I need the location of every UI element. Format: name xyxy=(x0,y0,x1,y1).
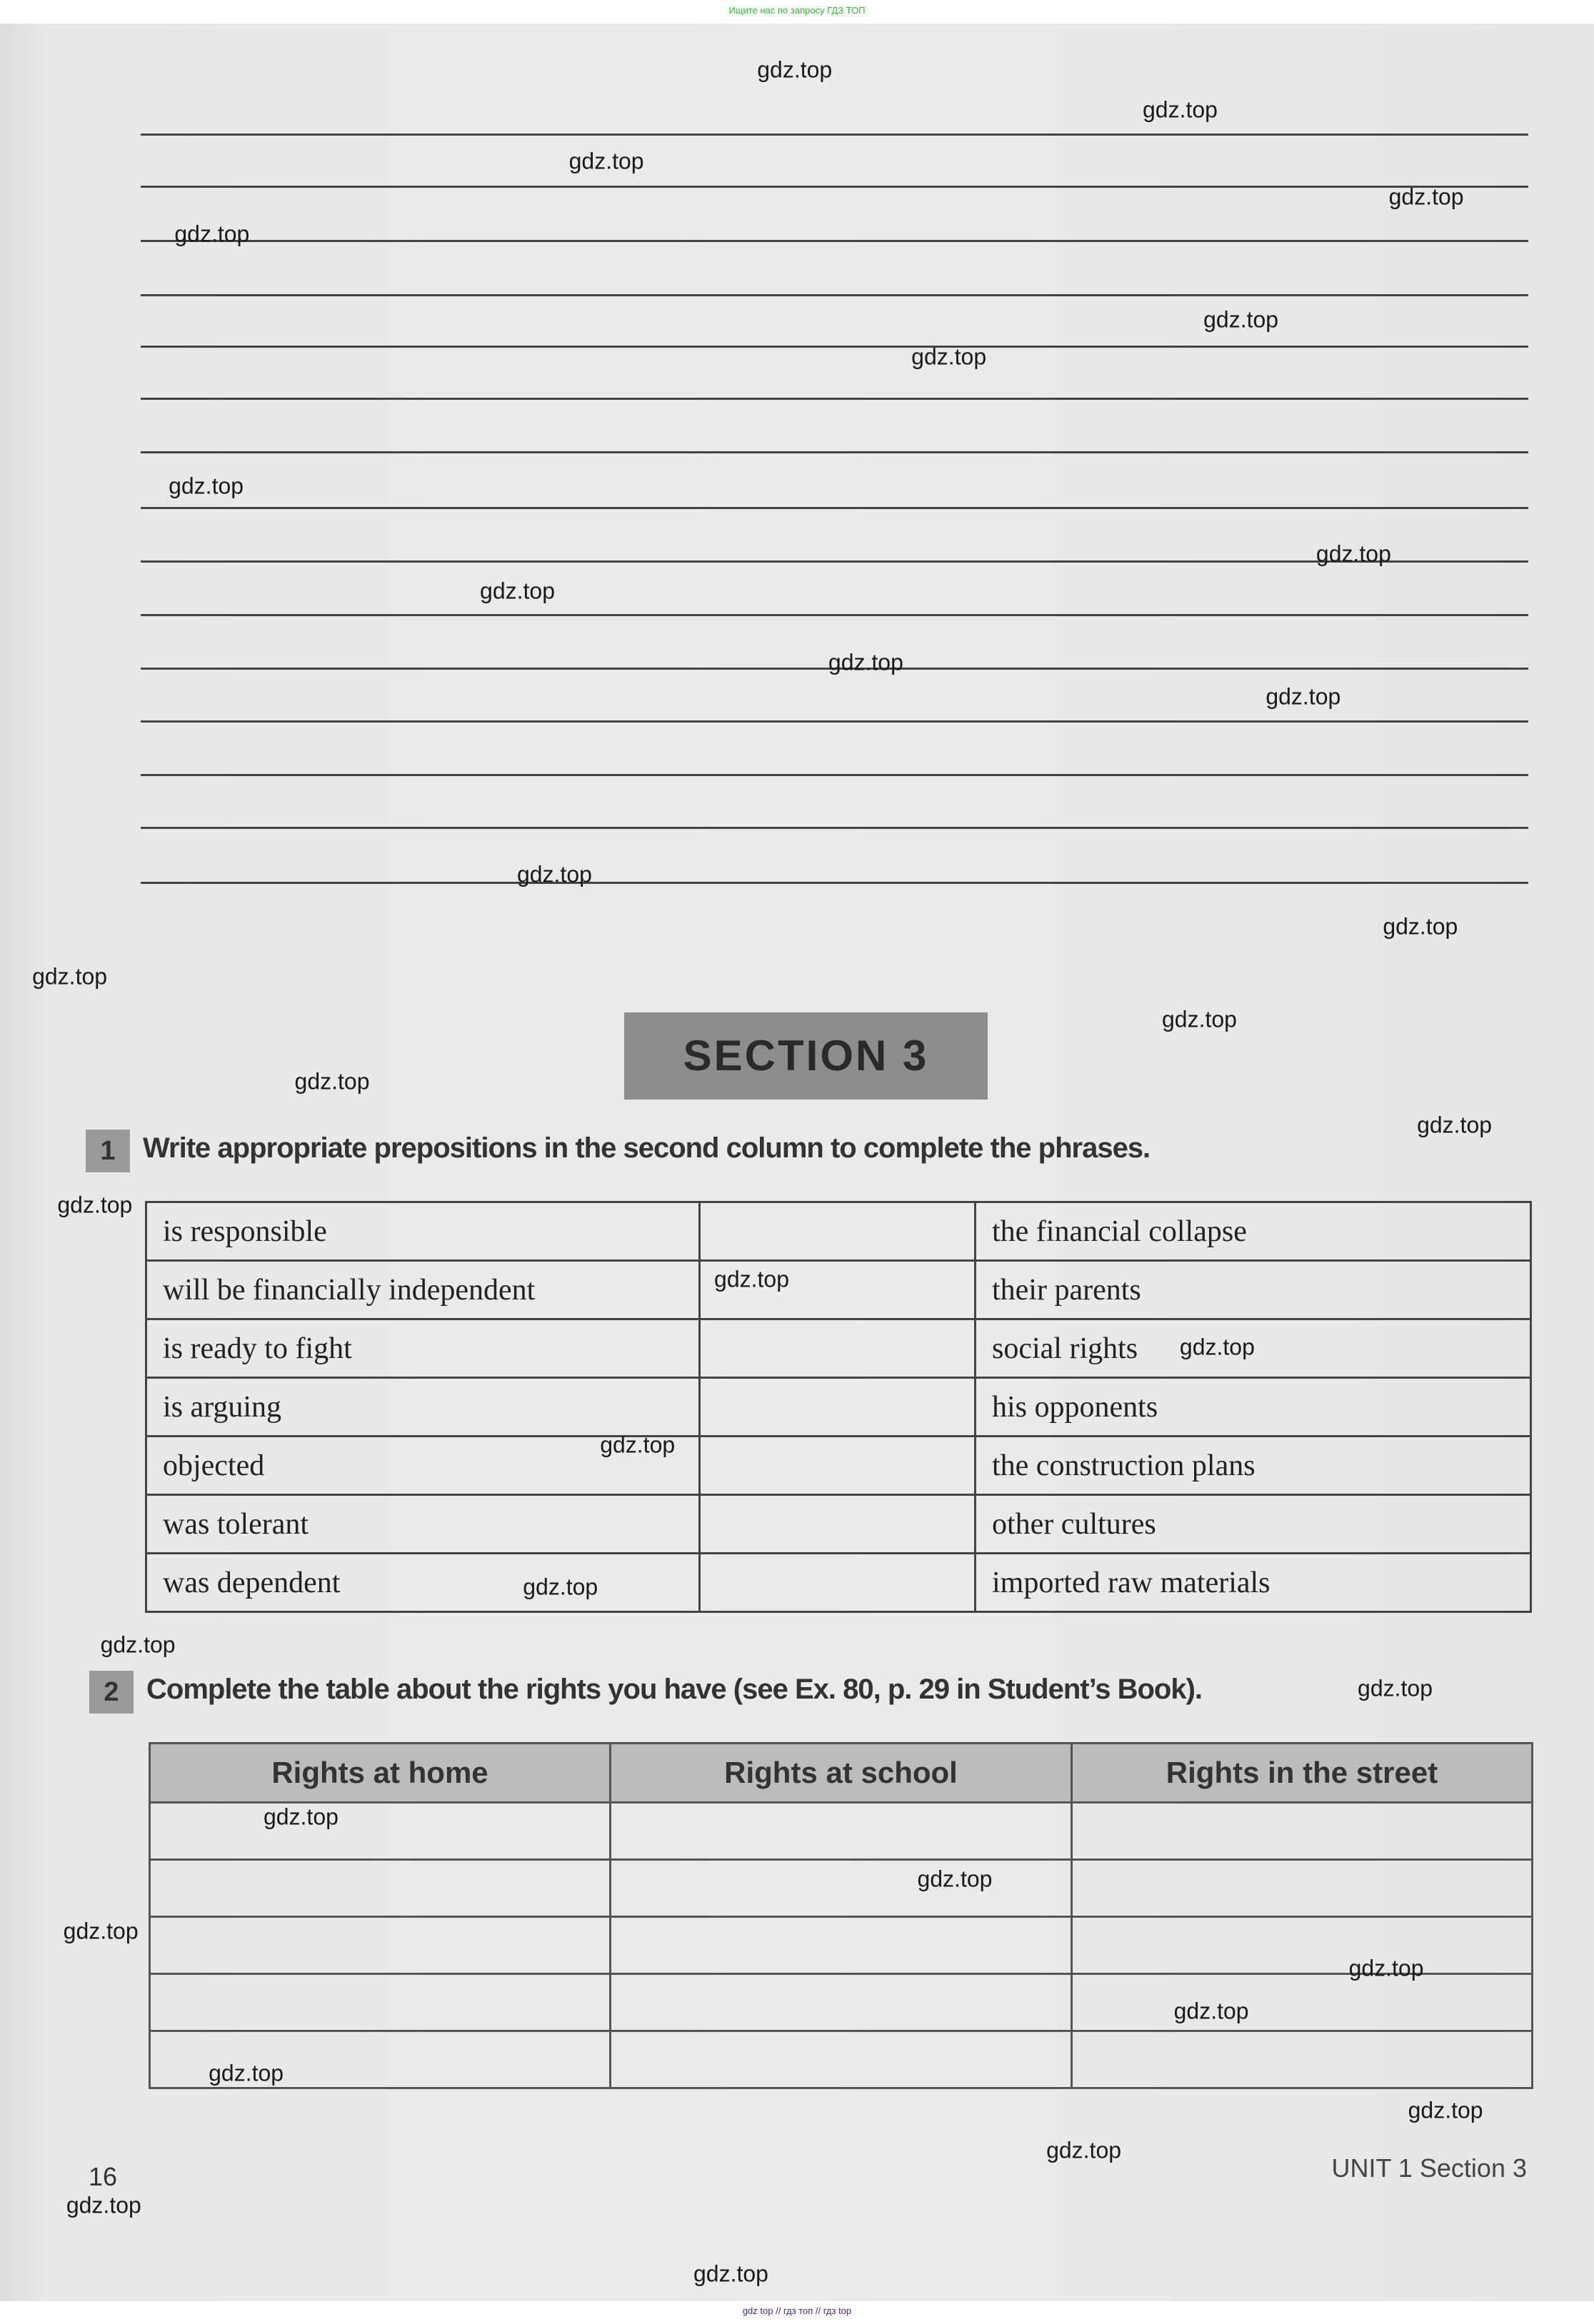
writing-line[interactable] xyxy=(141,720,1528,723)
table-row xyxy=(150,1974,1533,2031)
answer-cell[interactable] xyxy=(611,1803,1072,1860)
watermark: gdz.top xyxy=(174,221,250,247)
table-row xyxy=(146,1554,1531,1612)
prepositions-table xyxy=(145,1201,1532,1613)
preposition-answer-cell[interactable] xyxy=(700,1495,976,1554)
phrase-end: his opponents xyxy=(976,1378,1531,1437)
table-row xyxy=(146,1437,1531,1495)
watermark: gdz.top xyxy=(1348,1955,1424,1981)
phrase-end: imported raw materials xyxy=(976,1554,1531,1612)
watermark: gdz.top xyxy=(828,649,903,675)
preposition-answer-cell[interactable] xyxy=(700,1319,976,1378)
rights-table xyxy=(149,1742,1533,2089)
top-banner: Ищите нас по запросу ГДЗ ТОП xyxy=(0,0,1594,24)
table-row xyxy=(150,1860,1533,1917)
phrase-end: social rights xyxy=(976,1319,1531,1378)
phrase-end: other cultures xyxy=(976,1495,1531,1554)
phrase-start: is ready to fight xyxy=(146,1319,700,1378)
table-row xyxy=(150,2031,1533,2088)
phrase-start: was tolerant xyxy=(146,1495,700,1554)
watermark: gdz.top xyxy=(714,1266,790,1292)
section-title: SECTION 3 xyxy=(624,1012,988,1100)
watermark: gdz.top xyxy=(1161,1006,1237,1032)
phrase-start: is responsible xyxy=(146,1202,700,1261)
phrase-start: objected xyxy=(146,1437,700,1495)
watermark: gdz.top xyxy=(600,1432,676,1458)
watermark: gdz.top xyxy=(1143,96,1218,123)
watermark: gdz.top xyxy=(1173,1998,1249,2024)
exercise-2-instruction: Complete the table about the rights you have (see Ex. 80, p. 29 in Student’s Book). xyxy=(146,1674,1203,1705)
answer-cell[interactable] xyxy=(150,1803,611,1860)
answer-cell[interactable] xyxy=(1072,1860,1533,1917)
writing-line[interactable] xyxy=(141,882,1528,884)
table-row xyxy=(150,1917,1533,1974)
watermark: gdz.top xyxy=(1203,306,1279,333)
table-row xyxy=(146,1378,1531,1437)
writing-line[interactable] xyxy=(141,346,1528,348)
writing-line[interactable] xyxy=(141,451,1528,453)
watermark: gdz.top xyxy=(1265,683,1341,710)
table-row xyxy=(146,1261,1531,1319)
writing-line[interactable] xyxy=(141,134,1528,136)
watermark: gdz.top xyxy=(480,578,555,604)
unit-label: UNIT 1 Section 3 xyxy=(1331,2153,1527,2183)
header-rights-at-school: Rights at school xyxy=(611,1744,1072,1803)
phrase-end: the financial collapse xyxy=(976,1202,1531,1261)
writing-line[interactable] xyxy=(141,774,1528,776)
writing-line[interactable] xyxy=(141,186,1528,188)
watermark: gdz.top xyxy=(917,1866,993,1892)
exercise-2-number: 2 xyxy=(89,1671,134,1714)
answer-cell[interactable] xyxy=(611,1974,1072,2031)
watermark: gdz.top xyxy=(911,343,987,370)
watermark: gdz.top xyxy=(1315,540,1391,567)
watermark: gdz.top xyxy=(294,1068,370,1095)
bottom-banner: gdz top // гдз топ // гдз top xyxy=(0,2301,1594,2324)
phrase-end: their parents xyxy=(976,1261,1531,1319)
phrase-start: will be financially independent xyxy=(146,1261,700,1319)
watermark: gdz.top xyxy=(516,861,592,887)
writing-line[interactable] xyxy=(141,240,1528,242)
watermark: gdz.top xyxy=(63,1918,139,1944)
watermark: gdz.top xyxy=(1046,2137,1122,2163)
preposition-answer-cell[interactable] xyxy=(700,1202,976,1261)
answer-cell[interactable] xyxy=(611,2031,1072,2088)
watermark: gdz.top xyxy=(1358,1675,1433,1701)
table-row xyxy=(150,1803,1533,1860)
answer-cell[interactable] xyxy=(150,1917,611,1974)
watermark: gdz.top xyxy=(568,148,644,174)
phrase-start: was dependent xyxy=(146,1554,700,1612)
phrase-start: is arguing xyxy=(146,1378,700,1437)
answer-cell[interactable] xyxy=(150,1860,611,1917)
answer-cell[interactable] xyxy=(1072,1917,1533,1974)
preposition-answer-cell[interactable] xyxy=(700,1437,976,1495)
watermark: gdz.top xyxy=(263,1804,339,1830)
watermark: gdz.top xyxy=(693,2260,768,2287)
watermark: gdz.top xyxy=(66,2192,141,2218)
table-row xyxy=(146,1495,1531,1554)
answer-cell[interactable] xyxy=(1072,1974,1533,2031)
watermark: gdz.top xyxy=(100,1631,176,1658)
page-number: 16 xyxy=(89,2162,118,2191)
watermark: gdz.top xyxy=(757,56,833,83)
exercise-1-instruction: Write appropriate prepositions in the second column to complete the phrases. xyxy=(143,1132,1151,1164)
answer-cell[interactable] xyxy=(150,1974,611,2031)
watermark: gdz.top xyxy=(169,473,244,499)
header-rights-in-the-street: Rights in the street xyxy=(1072,1744,1533,1803)
watermark: gdz.top xyxy=(523,1574,598,1600)
answer-cell[interactable] xyxy=(611,1860,1072,1917)
preposition-answer-cell[interactable] xyxy=(700,1554,976,1612)
writing-line[interactable] xyxy=(141,294,1528,296)
watermark: gdz.top xyxy=(57,1192,133,1218)
watermark: gdz.top xyxy=(1383,913,1458,939)
writing-line[interactable] xyxy=(141,614,1528,616)
writing-line[interactable] xyxy=(141,507,1528,509)
writing-line[interactable] xyxy=(141,398,1528,400)
watermark: gdz.top xyxy=(1417,1112,1493,1138)
answer-cell[interactable] xyxy=(1072,1803,1533,1860)
writing-line[interactable] xyxy=(141,827,1528,829)
answer-cell[interactable] xyxy=(1072,2031,1533,2088)
phrase-end: the construction plans xyxy=(976,1437,1531,1495)
preposition-answer-cell[interactable] xyxy=(700,1378,976,1437)
header-rights-at-home: Rights at home xyxy=(150,1744,611,1803)
watermark: gdz.top xyxy=(1179,1334,1255,1360)
watermark: gdz.top xyxy=(209,2060,284,2086)
table-row xyxy=(146,1202,1531,1261)
watermark: gdz.top xyxy=(1388,183,1464,210)
watermark: gdz.top xyxy=(1408,2097,1483,2123)
table-row xyxy=(146,1319,1531,1378)
watermark: gdz.top xyxy=(32,963,108,990)
answer-cell[interactable] xyxy=(611,1917,1072,1974)
exercise-1-number: 1 xyxy=(86,1130,130,1172)
